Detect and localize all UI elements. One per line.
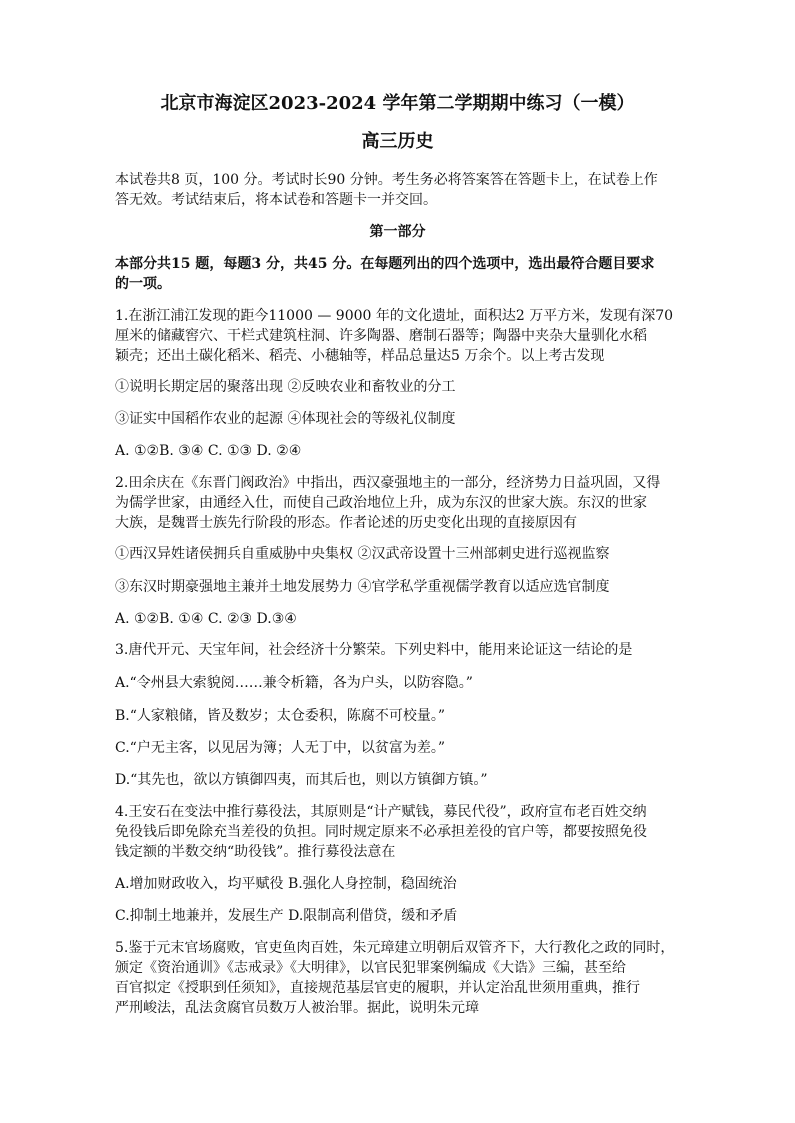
q2-answers: A. ①②B. ①④ C. ②③ D.③④ bbox=[115, 611, 297, 627]
q1-statements-1: ①说明长期定居的聚落出现 ②反映农业和畜牧业的分工 bbox=[115, 379, 456, 395]
q5-line-4: 严刑峻法，乱法贪腐官员数万人被治罪。据此，说明朱元璋 bbox=[115, 1000, 479, 1016]
q1-line-1: 1.在浙江浦江发现的距今11000 — 9000 年的文化遗址，面积达2 万平方米，发现有深70 bbox=[115, 308, 674, 324]
q1-line-3: 颖壳；还出土碳化稻米、稻壳、小穗轴等，样品总量达5 万余个。以上考古发现 bbox=[115, 348, 605, 364]
q1-statements-2: ③证实中国稻作农业的起源 ④体现社会的等级礼仪制度 bbox=[115, 411, 456, 427]
intro-line-1: 本试卷共8 页，100 分。考试时长90 分钟。考生务必将答案答在答题卡上，在试卷上作 bbox=[115, 172, 658, 188]
q2-line-2: 为儒学世家，由通经入仕，而使自己政治地位上升，成为东汉的世家大族。东汉的世家 bbox=[115, 495, 647, 511]
q4-options-1: A.增加财政收入，均平赋役 B.强化人身控制，稳固统治 bbox=[115, 876, 457, 892]
q2-statements-1: ①西汉异姓诸侯拥兵自重威胁中央集权 ②汉武帝设置十三州部刺史进行巡视监察 bbox=[115, 546, 610, 562]
q4-line-2: 免役钱后即免除充当差役的负担。同时规定原来不必承担差役的官户等，都要按照免役 bbox=[115, 824, 647, 840]
q3-option-b: B.“人家粮储，皆及数岁；太仓委积，陈腐不可校量。” bbox=[115, 708, 446, 724]
q1-line-2: 厘米的储藏窖穴、干栏式建筑柱洞、许多陶器、磨制石器等；陶器中夹杂大量驯化水稻 bbox=[115, 328, 647, 344]
part-heading: 第一部分 bbox=[369, 224, 426, 240]
q3-option-c: C.“户无主客，以见居为簿；人无丁中，以贫富为差。” bbox=[115, 740, 445, 756]
q5-line-1: 5.鉴于元末官场腐败，官吏鱼肉百姓，朱元璋建立明朝后双管齐下，大行教化之政的同时， bbox=[115, 940, 675, 956]
part-instructions-2: 的一项。 bbox=[115, 276, 171, 292]
intro-line-2: 答无效。考试结束后，将本试卷和答题卡一并交回。 bbox=[115, 192, 437, 208]
q3-option-a: A.“令州县大索貌阅……兼令析籍，各为户头，以防容隐。” bbox=[115, 675, 473, 691]
q2-line-3: 大族，是魏晋士族先行阶段的形态。作者论述的历史变化出现的直接原因有 bbox=[115, 515, 577, 531]
q2-line-1: 2.田余庆在《东晋门阀政治》中指出，西汉豪强地主的一部分，经济势力日益巩固，又得 bbox=[115, 475, 661, 491]
q4-options-2: C.抑制土地兼并，发展生产 D.限制高利借贷，缓和矛盾 bbox=[115, 908, 458, 924]
q1-answers: A. ①②B. ③④ C. ①③ D. ②④ bbox=[115, 443, 302, 459]
q4-line-3: 钱定额的半数交纳“助役钱”。推行募役法意在 bbox=[115, 844, 396, 860]
exam-subtitle: 高三历史 bbox=[361, 131, 434, 152]
exam-title: 北京市海淀区2023-2024 学年第二学期期中练习（一模） bbox=[160, 93, 635, 114]
part-instructions-1: 本部分共15 题，每题3 分，共45 分。在每题列出的四个选项中，选出最符合题目要求 bbox=[115, 256, 655, 272]
q2-statements-2: ③东汉时期豪强地主兼并土地发展势力 ④官学私学重视儒学教育以适应选官制度 bbox=[115, 579, 610, 595]
q3-option-d: D.“其先也，欲以方镇御四夷，而其后也，则以方镇御方镇。” bbox=[115, 772, 488, 788]
q5-line-3: 百官拟定《授职到任须知》，直接规范基层官吏的履职，并认定治乱世须用重典，推行 bbox=[115, 980, 640, 996]
q5-line-2: 颁定《资治通训》《志戒录》《大明律》，以官民犯罪案例编成《大诰》三编，甚至给 bbox=[115, 960, 626, 976]
q3-line-1: 3.唐代开元、天宝年间，社会经济十分繁荣。下列史料中，能用来论证这一结论的是 bbox=[115, 642, 633, 658]
q4-line-1: 4.王安石在变法中推行募役法，其原则是“计产赋钱，募民代役”，政府宣布老百姓交纳 bbox=[115, 804, 647, 820]
